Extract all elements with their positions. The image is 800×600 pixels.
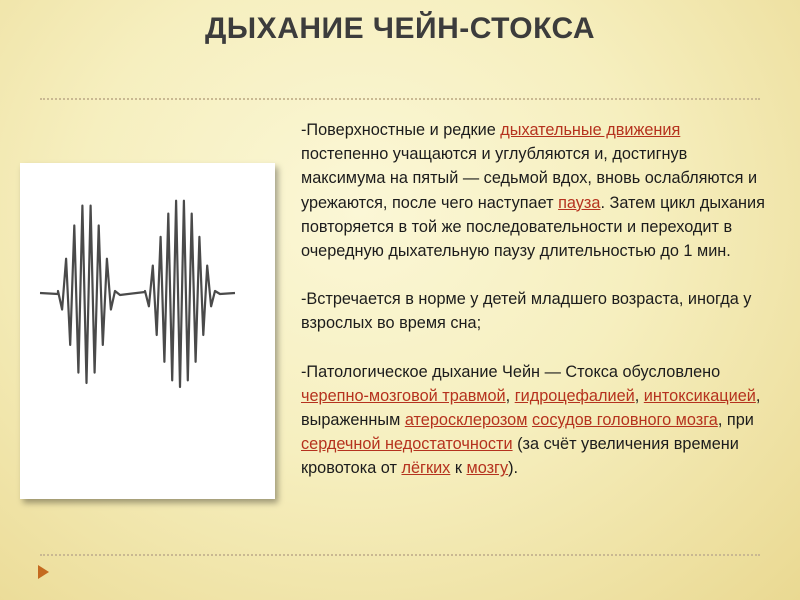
slide-title: ДЫХАНИЕ ЧЕЙН-СТОКСА [204,12,596,45]
text-segment: . Затем цикл дыхания повторяется в той же последовательности и переходит в очередную дыхательную паузу длительностью до 1 мин. [301,193,765,261]
description-text [301,118,771,481]
text-segment: -Встречается в норме у детей младшего возраста, иногда у взрослых во время сна; [301,290,752,333]
breathing-waveform-image [20,163,275,499]
paragraph-occurrence [301,287,771,335]
link-brain-injury[interactable]: черепно-мозговой травмой [301,386,506,405]
link-cerebral-vessels[interactable]: сосудов головного мозга [531,411,718,430]
text-segment: -Поверхностные и редкие [301,121,501,139]
text-segment: , [505,386,515,405]
text-segment: (за счёт увеличения времени кровотока от [301,435,739,478]
paragraph-pathology [301,360,771,481]
link-intoxication[interactable]: интоксикацией [643,386,756,405]
waveform-line [40,201,235,387]
link-hydrocephalus[interactable]: гидроцефалией [514,386,635,405]
text-segment: ). [508,459,519,478]
text-segment: , выраженным [301,386,761,430]
text-segment: -Патологическое дыхание Чейн — Стокса обусловлено [301,362,721,381]
link-heart-failure[interactable]: сердечной недостаточности [301,435,513,454]
link-atherosclerosis[interactable]: атеросклерозом [404,411,528,430]
top-divider [40,98,760,100]
link-pause[interactable]: пауза [558,193,601,212]
triangle-right-icon[interactable] [38,565,49,579]
paragraph-description [301,118,771,263]
bottom-divider [40,554,760,556]
waveform-graphic [20,163,275,499]
link-brain[interactable]: мозгу [466,459,509,478]
link-lungs[interactable]: лёгких [401,459,451,478]
text-segment: , при [717,411,754,430]
text-segment: к [450,459,467,478]
text-segment: постепенно учащаются и углубляются и, достигнув максимума на пятый — седьмой вдох, вновь ослабляются и урежаются, после чего наступает [301,145,758,212]
link-breathing-movements[interactable]: дыхательные движения [500,121,681,139]
text-segment: , [634,386,644,405]
